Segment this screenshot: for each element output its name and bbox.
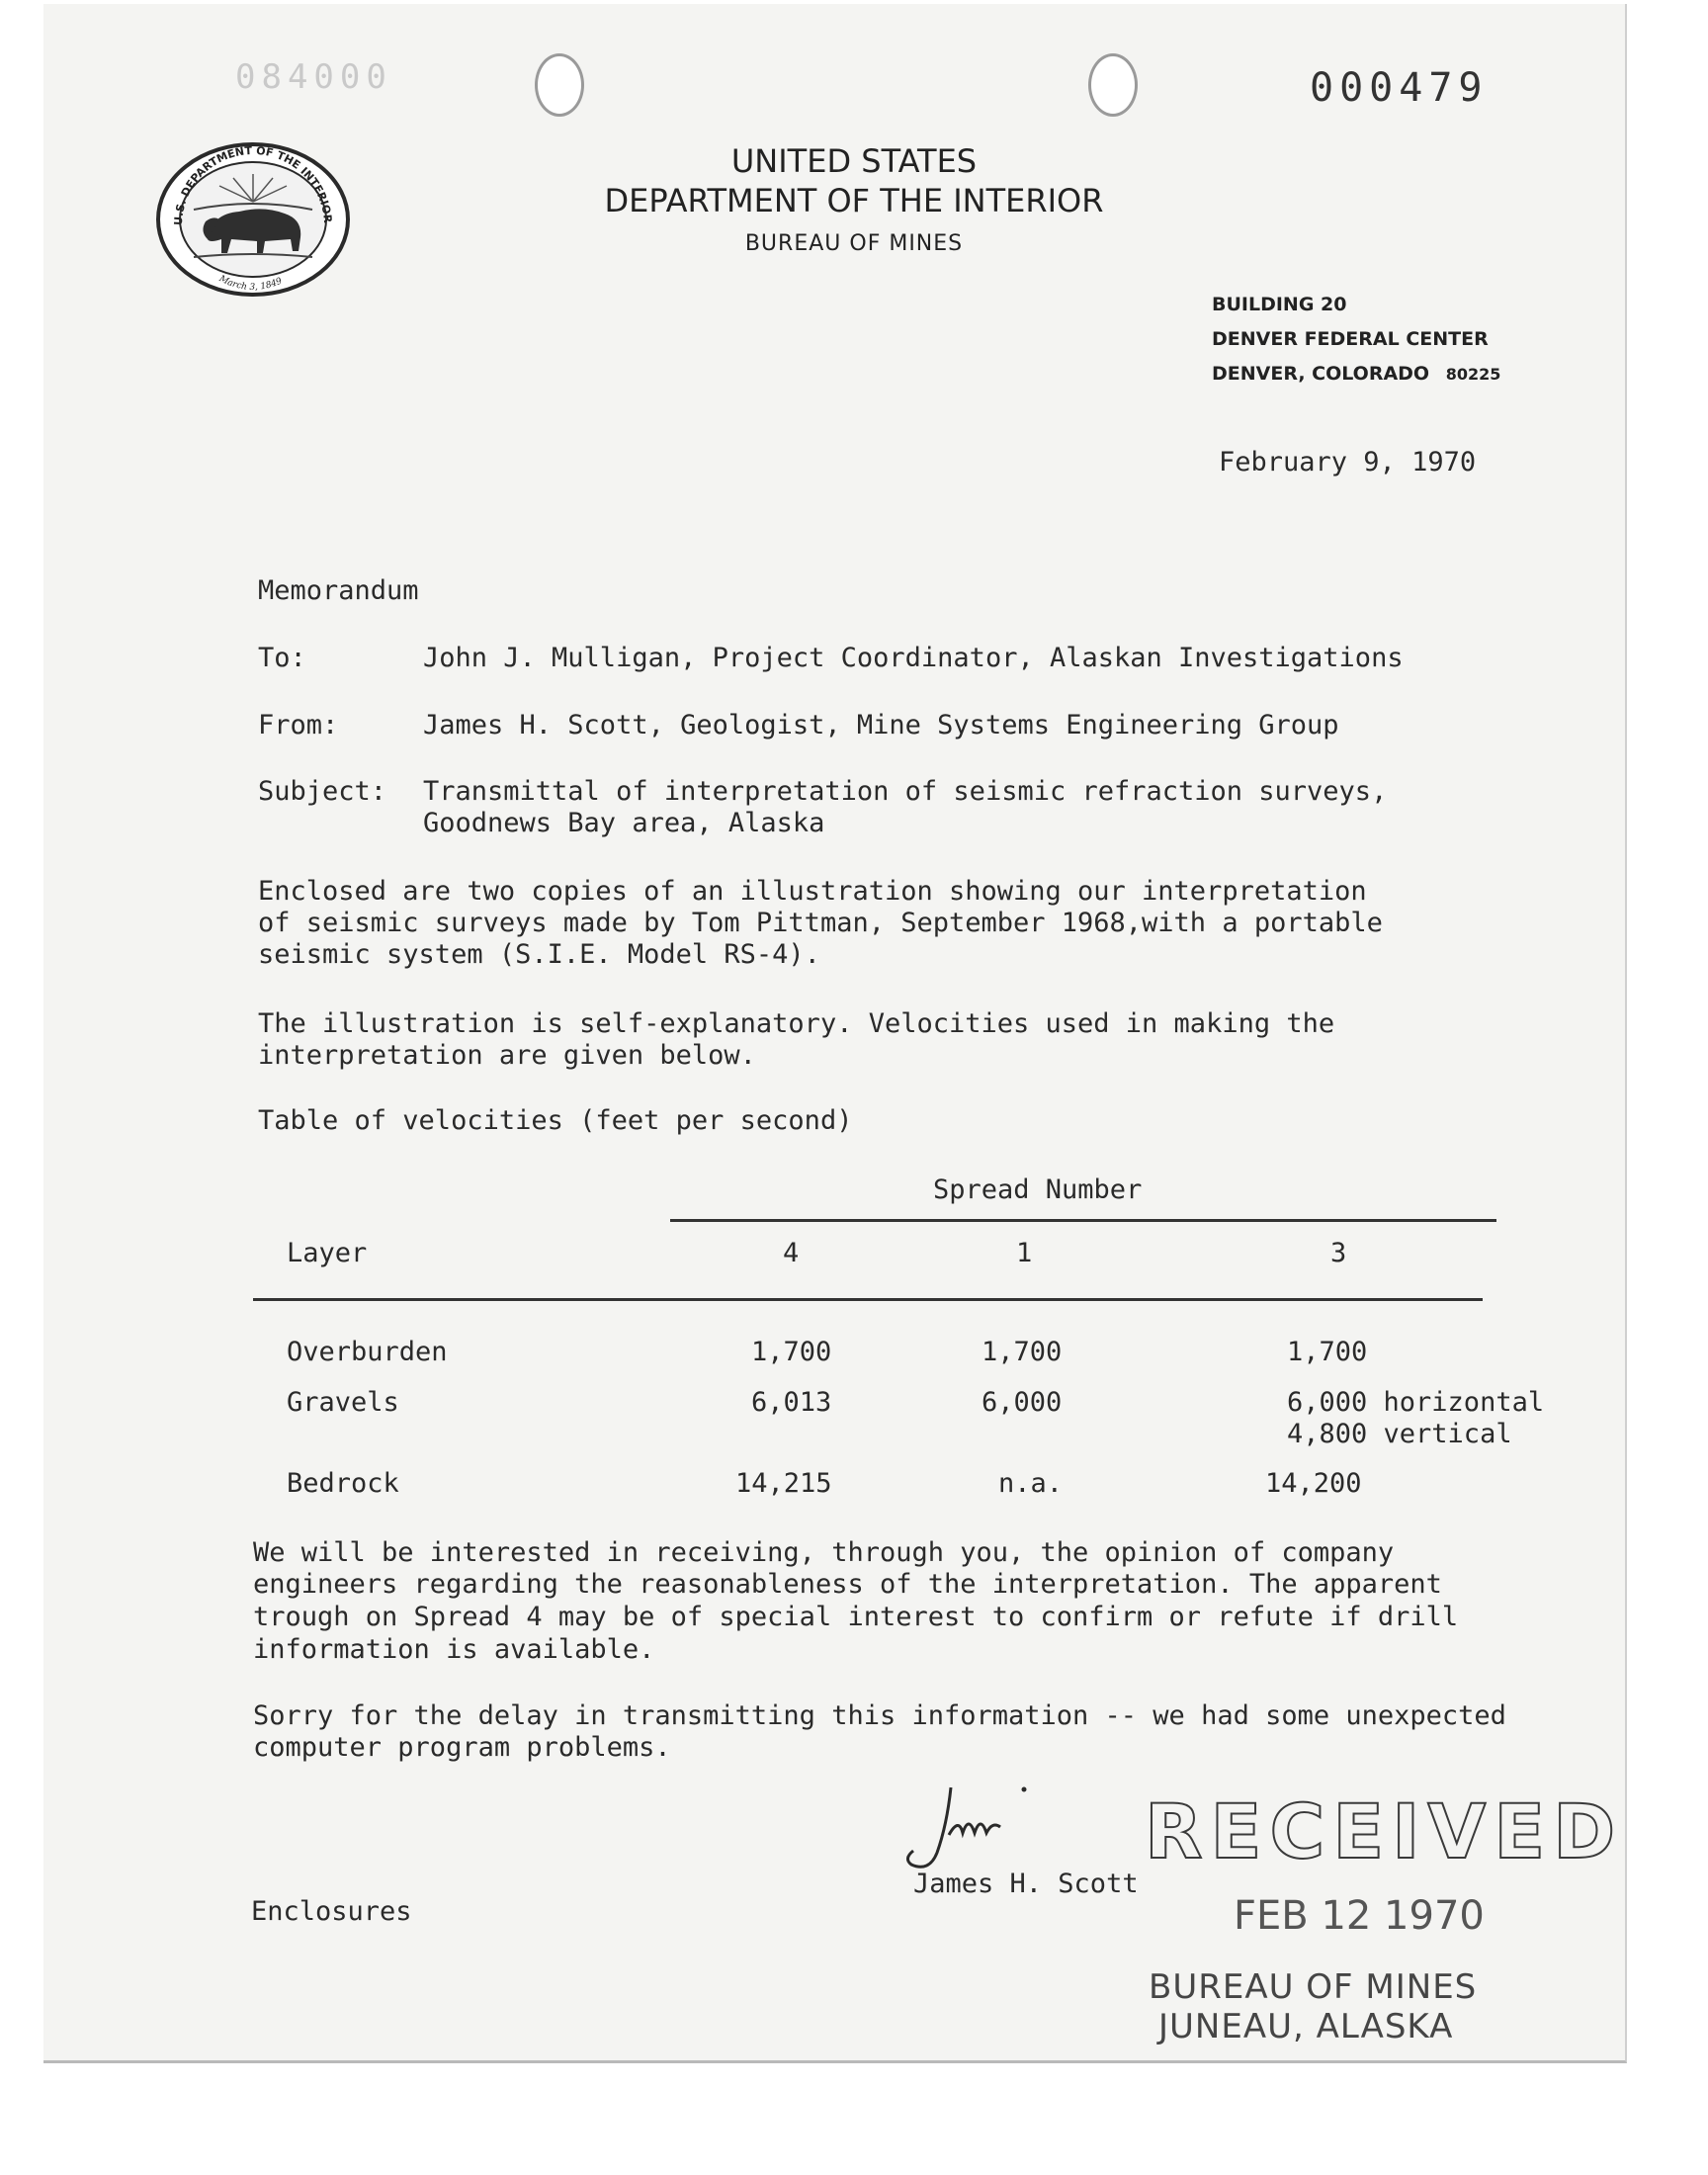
table-col-header-4: 4 (783, 1238, 800, 1268)
table-cell-value: n.a. (998, 1468, 1064, 1499)
received-stamp-date: FEB 12 1970 (1234, 1893, 1485, 1939)
para1-line: Enclosed are two copies of an illustration showing our interpretation (258, 876, 1367, 907)
table-layer-header: Layer (287, 1238, 368, 1268)
table-cell-value: 1,700 (1287, 1337, 1368, 1367)
seal-top-text: U.S. DEPARTMENT OF THE INTERIOR (171, 143, 335, 226)
punch-hole-right (1088, 53, 1138, 117)
letterhead-line2: DEPARTMENT OF THE INTERIOR (604, 182, 1104, 219)
from-value: James H. Scott, Geologist, Mine Systems Engineering Group (423, 710, 1339, 740)
para3-line: engineers regarding the reasonableness of the interpretation. The apparent (253, 1569, 1442, 1600)
para1-line: seismic system (S.I.E. Model RS-4). (258, 939, 820, 970)
table-header-rule (253, 1298, 1483, 1301)
table-col-header-1: 1 (1016, 1238, 1033, 1268)
from-label: From: (258, 710, 339, 740)
address-line3 (1212, 363, 1500, 385)
table-cell-layer: Bedrock (287, 1468, 399, 1499)
received-stamp-line2: JUNEAU, ALASKA (1158, 2007, 1454, 2046)
memo-label: Memorandum (258, 575, 419, 606)
to-value: John J. Mulligan, Project Coordinator, Alaskan Investigations (423, 643, 1404, 673)
to-label: To: (258, 643, 306, 673)
punch-hole-left (535, 53, 584, 117)
table-caption: Table of velocities (feet per second) (258, 1105, 853, 1136)
table-cell-layer: Gravels (287, 1387, 399, 1418)
para2-line: interpretation are given below. (258, 1040, 756, 1071)
table-cell-value: 14,215 (735, 1468, 832, 1499)
table-cell-value: 1,700 (751, 1337, 832, 1367)
seal-date-text: March 3, 1849 (216, 274, 285, 293)
subject-label: Subject: (258, 776, 387, 807)
table-group-header: Spread Number (933, 1174, 1143, 1205)
para3-line: We will be interested in receiving, through you, the opinion of company (253, 1537, 1395, 1568)
table-cell-value: 1,700 (982, 1337, 1063, 1367)
table-col-header-3: 3 (1330, 1238, 1347, 1268)
table-cell-value: 6,000 (982, 1387, 1063, 1418)
para4-line: Sorry for the delay in transmitting this information -- we had some unexpected (253, 1700, 1506, 1731)
enclosures-label: Enclosures (251, 1896, 412, 1927)
address-zip: 80225 (1445, 365, 1501, 384)
table-cell-value: 6,000 horizontal (1287, 1387, 1545, 1418)
table-top-rule (670, 1219, 1496, 1222)
table-cell-layer: Overburden (287, 1337, 448, 1367)
address-line1: BUILDING 20 (1212, 294, 1347, 315)
para1-line: of seismic surveys made by Tom Pittman, September 1968,with a portable (258, 908, 1383, 938)
address-line2: DENVER FEDERAL CENTER (1212, 328, 1489, 350)
para2-line: The illustration is self-explanatory. Velocities used in making the (258, 1008, 1335, 1039)
address-city: DENVER, COLORADO (1212, 363, 1430, 385)
memo-date: February 9, 1970 (1219, 447, 1477, 478)
received-stamp-text: RECEIVED (1145, 1787, 1624, 1875)
faded-number: 084000 (235, 57, 392, 97)
para3-line: information is available. (253, 1634, 655, 1665)
subject-line2: Goodnews Bay area, Alaska (423, 808, 825, 838)
letterhead-line1: UNITED STATES (730, 142, 978, 180)
subject-line1: Transmittal of interpretation of seismic refraction surveys, (423, 776, 1388, 807)
para4-line: computer program problems. (253, 1732, 671, 1763)
received-stamp-line1: BUREAU OF MINES (1149, 1967, 1478, 2007)
para3-line: trough on Spread 4 may be of special interest to confirm or refute if drill (253, 1602, 1459, 1632)
document-number: 000479 (1310, 65, 1489, 111)
table-cell-value: 14,200 (1265, 1468, 1362, 1499)
table-cell-value: 6,013 (751, 1387, 832, 1418)
table-cell-value: 4,800 vertical (1287, 1419, 1512, 1449)
signature-name: James H. Scott (913, 1869, 1139, 1899)
received-stamp (1145, 1787, 1623, 1875)
letterhead-line3: BUREAU OF MINES (744, 231, 964, 256)
